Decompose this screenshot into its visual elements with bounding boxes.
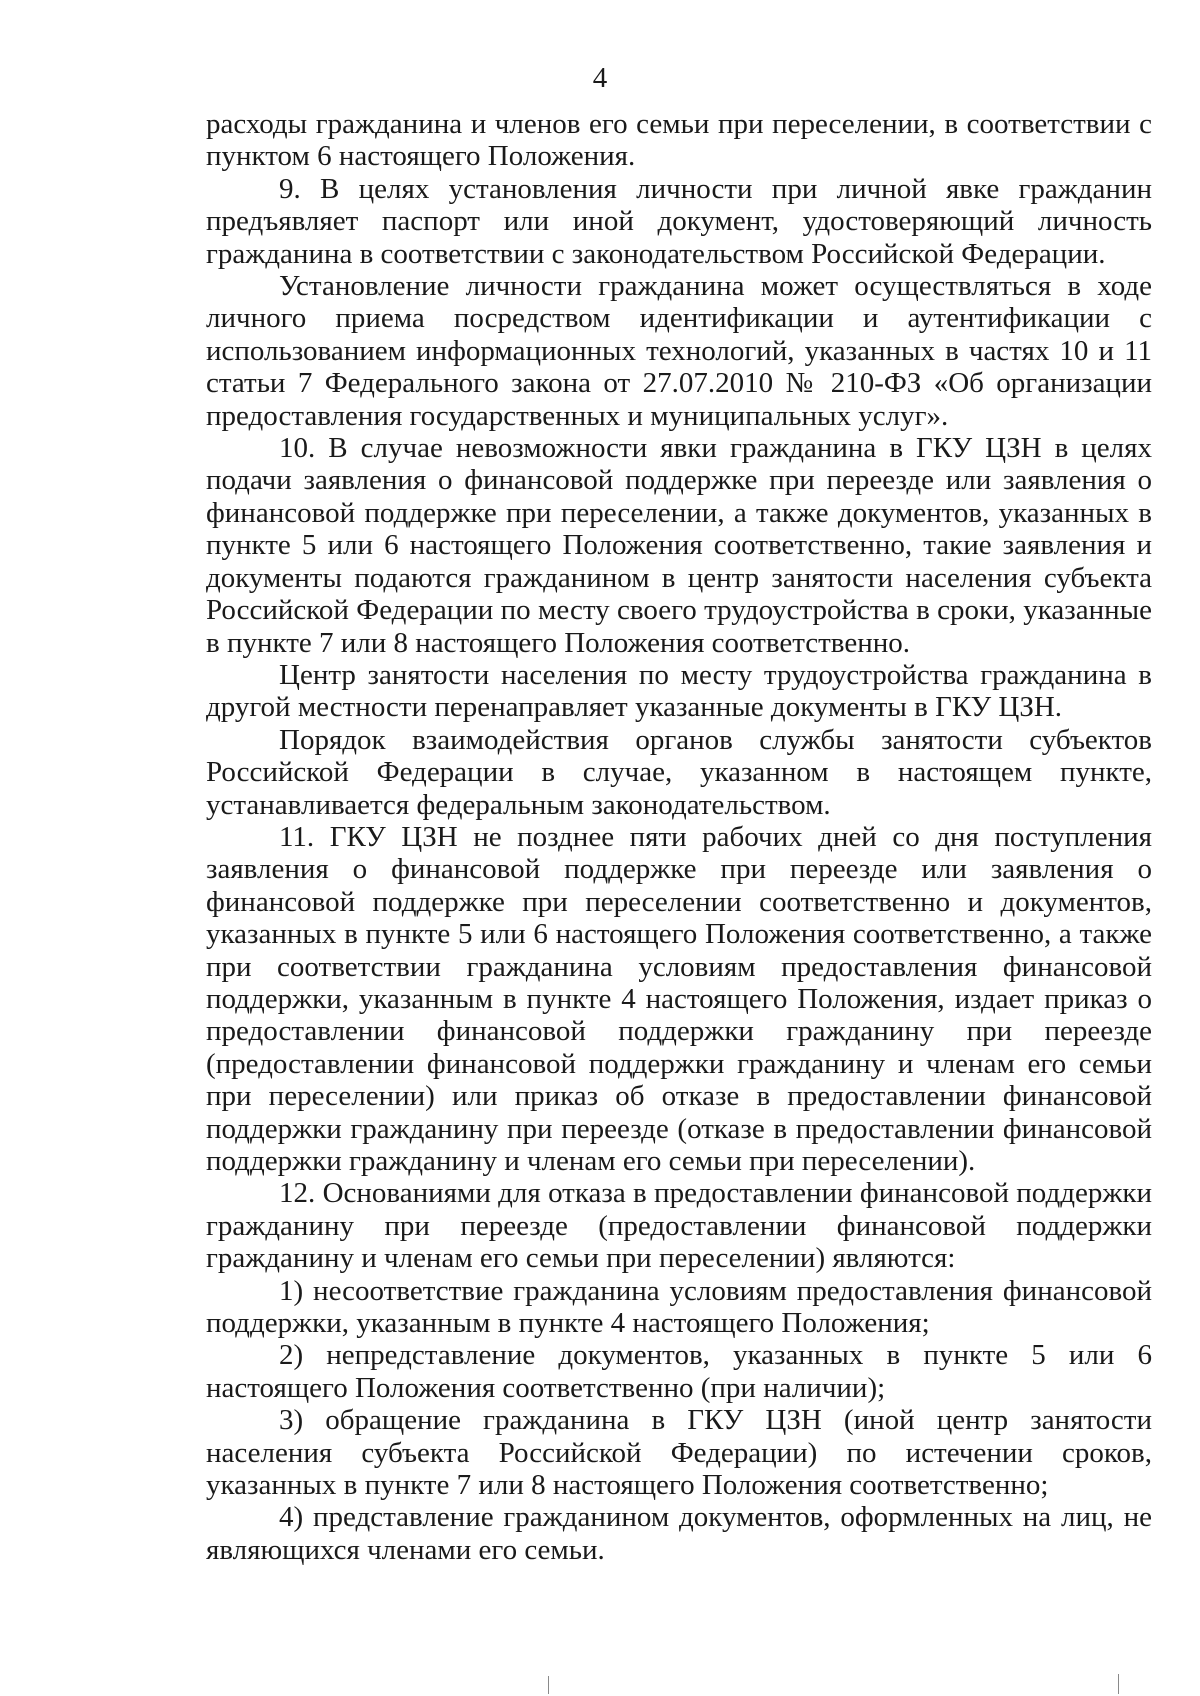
page-number: 4	[592, 62, 608, 94]
paragraph-continuation: расходы гражданина и членов его семьи при переселении, в соответствии с пунктом 6 настоящего Положения.	[206, 108, 1152, 173]
paragraph-item-10: 10. В случае невозможности явки гражданина в ГКУ ЦЗН в целях подачи заявления о финансовой поддержке при переезде или заявления о финансовой поддержке при переселении, а также документов, указанных в пункте 5 или 6 настоящего Положения соответственно, такие заявления и документы подаются гражданином в центр занятости населения субъекта Российской Федерации по месту своего трудоустройства в сроки, указанные в пункте 7 или 8 настоящего Положения соответственно.	[206, 432, 1152, 659]
list-item-2: 2) непредставление документов, указанных в пункте 5 или 6 настоящего Положения соответственно (при наличии);	[206, 1339, 1152, 1404]
paragraph-interaction-order: Порядок взаимодействия органов службы занятости субъектов Российской Федерации в случае, указанном в настоящем пункте, устанавливается федеральным законодательством.	[206, 723, 1152, 821]
paragraph-item-11: 11. ГКУ ЦЗН не позднее пяти рабочих дней со дня поступления заявления о финансовой поддержке при переезде или заявления о финансовой поддержке при переселении соответственно и документов, указанных в пункте 5 или 6 настоящего Положения соответственно, а также при соответствии гражданина условиям предоставления финансовой поддержки, указанным в пункте 4 настоящего Положения, издает приказ о предоставлении финансовой поддержки гражданину при переезде (предоставлении финансовой поддержки гражданину и членам его семьи при переселении) или приказ об отказе в предоставлении финансовой поддержки гражданину при переезде (отказе в предоставлении финансовой поддержки гражданину и членам его семьи при переселении).	[206, 820, 1152, 1177]
paragraph-item-9: 9. В целях установления личности при личной явке гражданин предъявляет паспорт или иной документ, удостоверяющий личность гражданина в соответствии с законодательством Российской Федерации.	[206, 172, 1152, 270]
paragraph-item-12: 12. Основаниями для отказа в предоставлении финансовой поддержки гражданину при переезде (предоставлении финансовой поддержки гражданину и членам его семьи при переселении) являются:	[206, 1177, 1152, 1275]
list-item-3: 3) обращение гражданина в ГКУ ЦЗН (иной центр занятости населения субъекта Российской Федерации) по истечении сроков, указанных в пункте 7 или 8 настоящего Положения соответственно;	[206, 1404, 1152, 1502]
document-body	[206, 108, 1152, 1566]
scan-artifact-left	[548, 1676, 549, 1694]
scan-artifact-right	[1118, 1674, 1119, 1694]
list-item-4: 4) представление гражданином документов, оформленных на лиц, не являющихся членами его семьи.	[206, 1501, 1152, 1566]
paragraph-identity-establishment: Установление личности гражданина может осуществляться в ходе личного приема посредством идентификации и аутентификации с использованием информационных технологий, указанных в частях 10 и 11 статьи 7 Федерального закона от 27.07.2010 № 210-ФЗ «Об организации предоставления государственных и муниципальных услуг».	[206, 270, 1152, 432]
list-item-1: 1) несоответствие гражданина условиям предоставления финансовой поддержки, указанным в пункте 4 настоящего Положения;	[206, 1274, 1152, 1340]
paragraph-employment-center: Центр занятости населения по месту трудоустройства гражданина в другой местности перенаправляет указанные документы в ГКУ ЦЗН.	[206, 658, 1152, 724]
